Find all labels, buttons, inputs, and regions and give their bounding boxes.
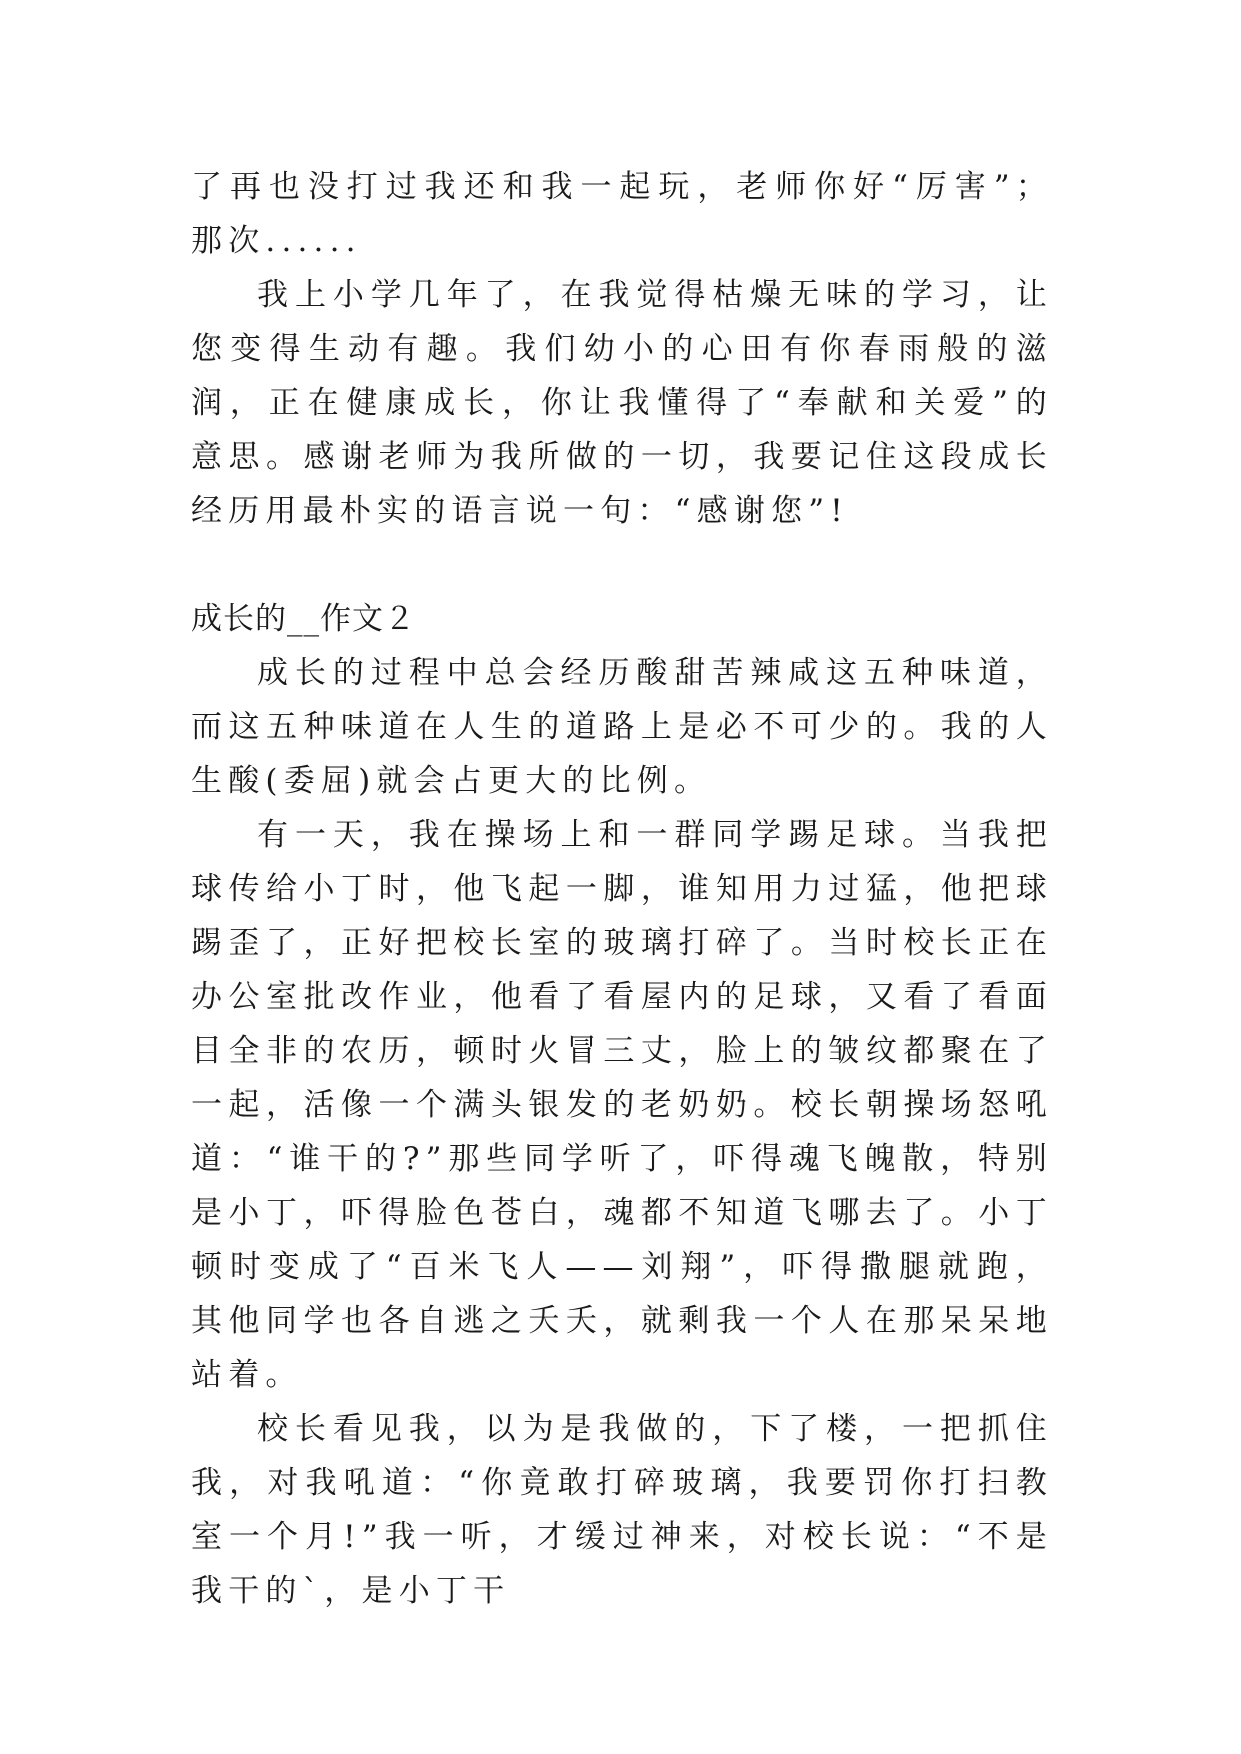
paragraph-continued: 了再也没打过我还和我一起玩，老师你好“厉害”；那次......: [191, 169, 1053, 259]
paragraph-story: 有一天，我在操场上和一群同学踢足球。当我把球传给小丁时，他飞起一脚，谁知用力过猛，他把球踢歪了，正好把校长室的玻璃打碎了。当时校长正在办公室批改作业，他看了看屋内的足球，又看了看面目全非的农历，顿时火冒三丈，脸上的皱纹都聚在了一起，活像一个满头银发的老奶奶。校长朝操场怒吼道：“谁干的?”那些同学听了，吓得魂飞魄散，特别是小丁，吓得脸色苍白，魂都不知道飞哪去了。小丁顿时变成了“百米飞人——刘翔”，吓得撒腿就跑，其他同学也各自逃之夭夭，就剩我一个人在那呆呆地站着。: [191, 817, 1053, 1393]
section-title: 成长的__作文２: [191, 601, 416, 637]
document-body: [191, 160, 1053, 1618]
paragraph-intro: 成长的过程中总会经历酸甜苦辣咸这五种味道，而这五种味道在人生的道路上是必不可少的。我的人生酸(委屈)就会占更大的比例。: [191, 655, 1053, 799]
paragraph-gratitude: 我上小学几年了，在我觉得枯燥无味的学习，让您变得生动有趣。我们幼小的心田有你春雨般的滋润，正在健康成长，你让我懂得了“奉献和关爱”的意思。感谢老师为我所做的一切，我要记住这段成长经历用最朴实的语言说一句：“感谢您”!: [191, 277, 1053, 529]
section-spacer: [191, 538, 1053, 592]
paragraph-principal: 校长看见我，以为是我做的，下了楼，一把抓住我，对我吼道：“你竟敢打碎玻璃，我要罚你打扫教室一个月!”我一听，才缓过神来，对校长说：“不是我干的`，是小丁干: [191, 1411, 1053, 1609]
